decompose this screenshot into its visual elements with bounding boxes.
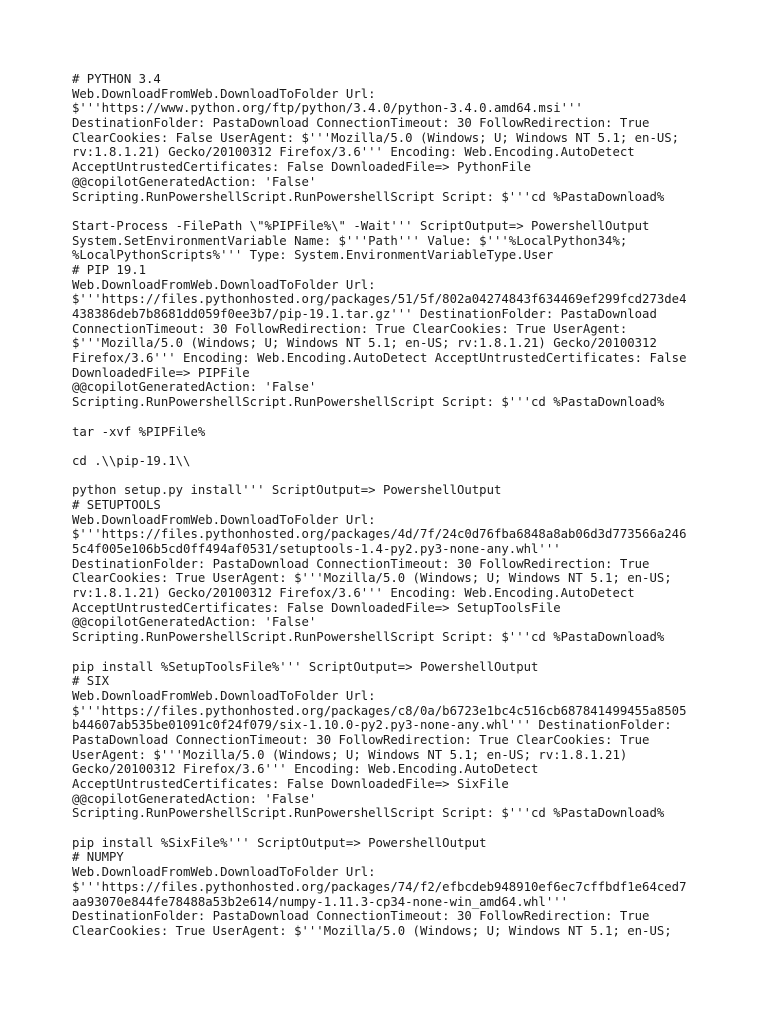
code-line: tar -xvf %PIPFile% [72, 424, 206, 439]
code-line: @@copilotGeneratedAction: 'False' [72, 174, 317, 189]
code-line: 438386deb7b8681dd059f0ee3b7/pip-19.1.tar.gz''' DestinationFolder: PastaDownload [72, 307, 657, 321]
code-line: b44607ab535be01091c0f24f079/six-1.10.0-py2.py3-none-any.whl''' DestinationFolder: [72, 718, 672, 733]
code-line: UserAgent: $'''Mozilla/5.0 (Windows; U; Windows NT 5.1; en-US; rv:1.8.1.21) [72, 747, 628, 762]
code-line: Web.DownloadFromWeb.DownloadToFolder Url: [72, 86, 376, 101]
code-line [72, 439, 712, 454]
code-line: # PIP 19.1 [72, 262, 147, 277]
code-line [72, 645, 712, 660]
code-line: $'''https://files.pythonhosted.org/packages/4d/7f/24c0d76fba6848a8ab06d3d773566a246 [72, 527, 687, 542]
code-line: Scripting.RunPowershellScript.RunPowershellScript Script: $'''cd %PastaDownload% [72, 395, 665, 410]
code-line: ClearCookies: False UserAgent: $'''Mozilla/5.0 (Windows; U; Windows NT 5.1; en-US; [72, 130, 680, 145]
code-line: Web.DownloadFromWeb.DownloadToFolder Url: [72, 865, 376, 880]
code-line: AcceptUntrustedCertificates: False DownloadedFile=> PythonFile [72, 160, 532, 175]
code-line: $'''https://files.pythonhosted.org/packages/51/5f/802a04274843f634469ef299fcd273de4 [72, 292, 687, 307]
code-line: ClearCookies: True UserAgent: $'''Mozilla/5.0 (Windows; U; Windows NT 5.1; en-US; [72, 571, 672, 586]
code-line: @@copilotGeneratedAction: 'False' [72, 380, 317, 395]
code-line: 5c4f005e106b5cd0ff494af0531/setuptools-1.4-py2.py3-none-any.whl''' [72, 542, 561, 556]
code-line: Web.DownloadFromWeb.DownloadToFolder Url: [72, 512, 376, 527]
code-line: $'''Mozilla/5.0 (Windows; U; Windows NT 5.1; en-US; rv:1.8.1.21) Gecko/20100312 [72, 336, 657, 351]
code-line: @@copilotGeneratedAction: 'False' [72, 791, 317, 806]
code-line: PastaDownload ConnectionTimeout: 30 FollowRedirection: True ClearCookies: True [72, 732, 650, 747]
code-line: Scripting.RunPowershellScript.RunPowershellScript Script: $'''cd %PastaDownload% [72, 806, 665, 821]
code-line: Start-Process -FilePath \"%PIPFile%\" -Wait''' ScriptOutput=> PowershellOutput [72, 218, 650, 233]
code-line: System.SetEnvironmentVariable Name: $'''Path''' Value: $'''%LocalPython34%; [72, 233, 628, 248]
code-line: ConnectionTimeout: 30 FollowRedirection: True ClearCookies: True UserAgent: [72, 321, 628, 336]
code-line [72, 821, 712, 836]
code-line [72, 469, 712, 484]
code-line: ClearCookies: True UserAgent: $'''Mozilla/5.0 (Windows; U; Windows NT 5.1; en-US; [72, 923, 672, 938]
code-line [72, 204, 712, 219]
code-line: DestinationFolder: PastaDownload ConnectionTimeout: 30 FollowRedirection: True [72, 116, 650, 131]
code-line: aa93070e844fe78488a53b2e614/numpy-1.11.3-cp34-none-win_amd64.whl''' [72, 894, 569, 909]
code-document [72, 72, 712, 939]
code-line: Firefox/3.6''' Encoding: Web.Encoding.AutoDetect AcceptUntrustedCertificates: False [72, 351, 687, 366]
code-line: rv:1.8.1.21) Gecko/20100312 Firefox/3.6''' Encoding: Web.Encoding.AutoDetect [72, 145, 635, 160]
code-line: cd .\\pip-19.1\\ [72, 453, 191, 468]
code-line: # SETUPTOOLS [72, 497, 161, 512]
code-line: Gecko/20100312 Firefox/3.6''' Encoding: Web.Encoding.AutoDetect [72, 762, 539, 777]
code-line: python setup.py install''' ScriptOutput=> PowershellOutput [72, 483, 502, 498]
code-line: AcceptUntrustedCertificates: False DownloadedFile=> SetupToolsFile [72, 600, 561, 615]
code-line: DestinationFolder: PastaDownload ConnectionTimeout: 30 FollowRedirection: True [72, 556, 650, 571]
code-line [72, 410, 712, 425]
code-line: # SIX [72, 674, 110, 689]
code-line: # NUMPY [72, 850, 124, 865]
code-line: %LocalPythonScripts%''' Type: System.EnvironmentVariableType.User [72, 248, 554, 263]
code-line: Scripting.RunPowershellScript.RunPowershellScript Script: $'''cd %PastaDownload% [72, 630, 665, 645]
code-line: $'''https://files.pythonhosted.org/packages/c8/0a/b6723e1bc4c516cb687841499455a8505 [72, 703, 687, 718]
code-line: # PYTHON 3.4 [72, 72, 161, 86]
code-line: DestinationFolder: PastaDownload ConnectionTimeout: 30 FollowRedirection: True [72, 909, 650, 924]
code-line: pip install %SetupToolsFile%''' ScriptOutput=> PowershellOutput [72, 659, 539, 674]
code-line: DownloadedFile=> PIPFile [72, 365, 250, 380]
code-line: @@copilotGeneratedAction: 'False' [72, 615, 317, 630]
code-line: rv:1.8.1.21) Gecko/20100312 Firefox/3.6''' Encoding: Web.Encoding.AutoDetect [72, 586, 635, 601]
code-line: AcceptUntrustedCertificates: False DownloadedFile=> SixFile [72, 777, 509, 791]
code-line: $'''https://files.pythonhosted.org/packages/74/f2/efbcdeb948910ef6ec7cffbdf1e64ced7 [72, 879, 687, 894]
code-line: Web.DownloadFromWeb.DownloadToFolder Url: [72, 277, 376, 292]
code-line: Web.DownloadFromWeb.DownloadToFolder Url: [72, 688, 376, 703]
code-line: $'''https://www.python.org/ftp/python/3.4.0/python-3.4.0.amd64.msi''' [72, 101, 583, 116]
code-line: Scripting.RunPowershellScript.RunPowershellScript Script: $'''cd %PastaDownload% [72, 189, 665, 204]
code-line: pip install %SixFile%''' ScriptOutput=> PowershellOutput [72, 835, 487, 850]
